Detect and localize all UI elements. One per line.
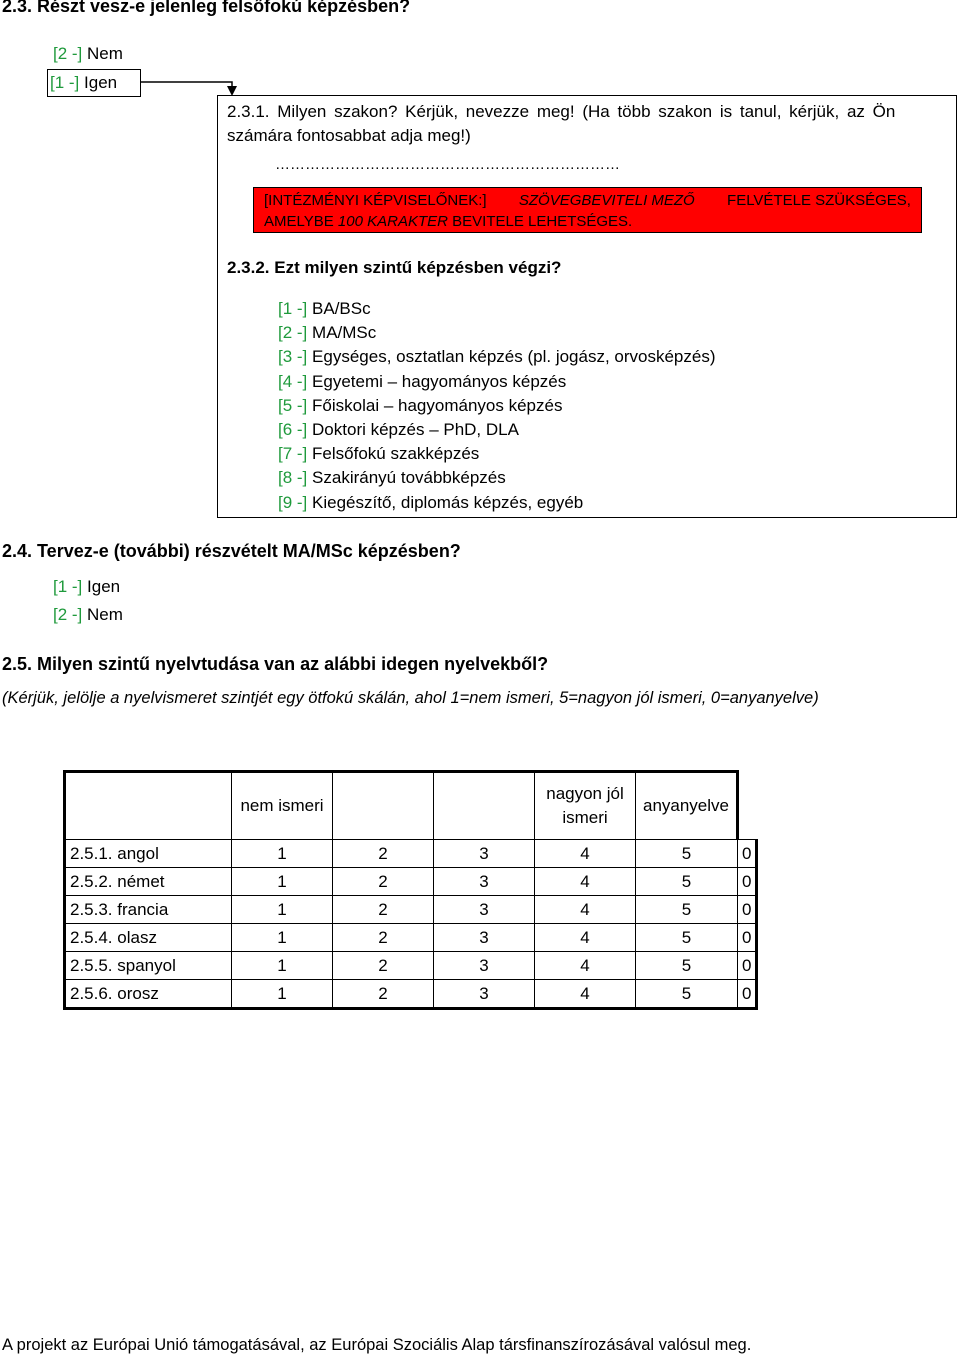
rating-cell[interactable]: 0 (738, 868, 757, 896)
note-part-a: [INTÉZMÉNYI KÉPVISELŐNEK:] (264, 192, 487, 209)
rating-cell[interactable]: 2 (333, 840, 434, 868)
q231-answer-dots[interactable]: …………………………………………………………… (275, 156, 620, 173)
interviewer-note (253, 187, 922, 233)
rating-cell[interactable]: 1 (232, 840, 333, 868)
page-footer: A projekt az Európai Unió támogatásával, az Európai Szociális Alap társfinanszírozásával valósul meg. (2, 1336, 752, 1354)
option-code: [9 -] (278, 492, 308, 512)
rating-cell[interactable]: 1 (232, 980, 333, 1009)
option-code: [2 -] (278, 323, 308, 343)
table-row (65, 840, 757, 868)
option-label: Szakirányú továbbképzés (312, 468, 506, 488)
q232-option[interactable] (278, 370, 716, 394)
rating-cell[interactable]: 5 (636, 980, 738, 1009)
rating-cell[interactable]: 0 (738, 924, 757, 952)
rating-cell[interactable]: 1 (232, 952, 333, 980)
table-row (65, 980, 757, 1009)
table-row (65, 952, 757, 980)
note-part-f: BEVITELE LEHETSÉGES. (452, 213, 633, 230)
header-cell: nem ismeri (232, 772, 333, 840)
option-label: Igen (87, 577, 121, 596)
language-table (63, 770, 758, 1010)
q23-option-nem[interactable] (53, 44, 123, 64)
rating-cell[interactable]: 3 (434, 840, 535, 868)
rating-cell[interactable]: 3 (434, 980, 535, 1009)
rating-cell[interactable]: 4 (535, 980, 636, 1009)
option-code: [1 -] (53, 577, 83, 596)
q232-option[interactable] (278, 466, 716, 490)
option-code: [4 -] (278, 371, 308, 391)
note-part-d: AMELYBE (264, 213, 334, 230)
q232-option[interactable] (278, 491, 716, 515)
rating-cell[interactable]: 5 (636, 924, 738, 952)
option-label: Kiegészítő, diplomás képzés, egyéb (312, 492, 584, 512)
row-label: 2.5.2. német (65, 868, 232, 896)
q231-title-line1: 2.3.1. Milyen szakon? Kérjük, nevezze meg! (Ha több szakon is tanul, kérjük, az Ön (227, 102, 896, 121)
rating-cell[interactable]: 4 (535, 896, 636, 924)
row-label: 2.5.4. olasz (65, 924, 232, 952)
rating-cell[interactable]: 5 (636, 868, 738, 896)
rating-cell[interactable]: 4 (535, 868, 636, 896)
rating-cell[interactable]: 1 (232, 924, 333, 952)
q24-option-nem[interactable] (53, 605, 123, 625)
rating-cell[interactable]: 0 (738, 980, 757, 1009)
rating-cell[interactable]: 3 (434, 896, 535, 924)
header-cell (65, 772, 232, 840)
q232-option[interactable] (278, 297, 716, 321)
rating-cell[interactable]: 0 (738, 896, 757, 924)
row-label: 2.5.5. spanyol (65, 952, 232, 980)
option-label: Egyetemi – hagyományos képzés (312, 371, 567, 391)
q232-option[interactable] (278, 442, 716, 466)
option-code: [1 -] (278, 299, 308, 318)
option-label: BA/BSc (312, 299, 371, 318)
rating-cell[interactable]: 3 (434, 924, 535, 952)
q232-option[interactable] (278, 394, 716, 418)
rating-cell[interactable]: 2 (333, 952, 434, 980)
option-label: Egységes, osztatlan képzés (pl. jogász, orvosképzés) (312, 347, 716, 367)
option-label: Nem (87, 605, 123, 624)
option-code: [1 -] (50, 73, 80, 92)
rating-cell[interactable]: 5 (636, 952, 738, 980)
rating-cell[interactable]: 5 (636, 840, 738, 868)
option-label: Főiskolai – hagyományos képzés (312, 395, 563, 415)
option-code: [2 -] (53, 44, 83, 63)
q232-option[interactable] (278, 321, 716, 345)
rating-cell[interactable]: 0 (738, 952, 757, 980)
option-code: [6 -] (278, 420, 308, 440)
note-part-e: 100 KARAKTER (337, 213, 448, 230)
q23-title: 2.3. Részt vesz-e jelenleg felsőfokú képzésben? (2, 0, 411, 16)
rating-cell[interactable]: 2 (333, 896, 434, 924)
rating-cell[interactable]: 1 (232, 896, 333, 924)
rating-cell[interactable]: 3 (434, 868, 535, 896)
rating-cell[interactable]: 5 (636, 896, 738, 924)
table-row (65, 868, 757, 896)
row-label: 2.5.1. angol (65, 840, 232, 868)
option-label: Felsőfokú szakképzés (312, 444, 480, 464)
q232-option[interactable] (278, 418, 716, 442)
q232-option[interactable] (278, 345, 716, 369)
header-cell (333, 772, 434, 840)
q24-option-igen[interactable] (53, 577, 120, 597)
option-label: Nem (87, 44, 123, 63)
rating-cell[interactable]: 3 (434, 952, 535, 980)
note-part-b: SZÖVEGBEVITELI MEZŐ (518, 192, 695, 209)
q232-options (278, 297, 716, 515)
option-code: [2 -] (53, 605, 83, 624)
q23-option-igen[interactable] (47, 69, 141, 97)
option-code: [8 -] (278, 468, 308, 488)
option-code: [5 -] (278, 395, 308, 415)
rating-cell[interactable]: 2 (333, 868, 434, 896)
q231-title-line2: számára fontosabbat adja meg!) (227, 126, 471, 145)
header-cell: anyanyelve (636, 772, 738, 840)
option-label: Doktori képzés – PhD, DLA (312, 420, 519, 440)
rating-cell[interactable]: 2 (333, 980, 434, 1009)
option-label: Igen (84, 73, 118, 92)
q24-title: 2.4. Tervez-e (további) részvételt MA/MSc képzésben? (2, 541, 461, 561)
rating-cell[interactable]: 2 (333, 924, 434, 952)
table-header-row (65, 772, 757, 840)
header-cell: nagyon jól ismeri (535, 772, 636, 840)
q25-instruction: (Kérjük, jelölje a nyelvismeret szintjét egy ötfokú skálán, ahol 1=nem ismeri, 5=nagyon jól ismeri, 0=anyanyelve) (2, 689, 819, 707)
rating-cell[interactable]: 4 (535, 952, 636, 980)
table-row (65, 924, 757, 952)
rating-cell[interactable]: 1 (232, 868, 333, 896)
header-cell (434, 772, 535, 840)
option-code: [3 -] (278, 347, 308, 367)
q25-title: 2.5. Milyen szintű nyelvtudása van az alábbi idegen nyelvekből? (2, 654, 549, 674)
rating-cell[interactable]: 4 (535, 924, 636, 952)
option-label: MA/MSc (312, 323, 377, 343)
row-label: 2.5.3. francia (65, 896, 232, 924)
option-code: [7 -] (278, 444, 308, 464)
rating-cell[interactable]: 4 (535, 840, 636, 868)
rating-cell[interactable]: 0 (738, 840, 757, 868)
note-part-c: FELVÉTELE SZÜKSÉGES, (727, 192, 911, 209)
table-row (65, 896, 757, 924)
row-label: 2.5.6. orosz (65, 980, 232, 1009)
q232-title: 2.3.2. Ezt milyen szintű képzésben végzi? (227, 258, 562, 277)
